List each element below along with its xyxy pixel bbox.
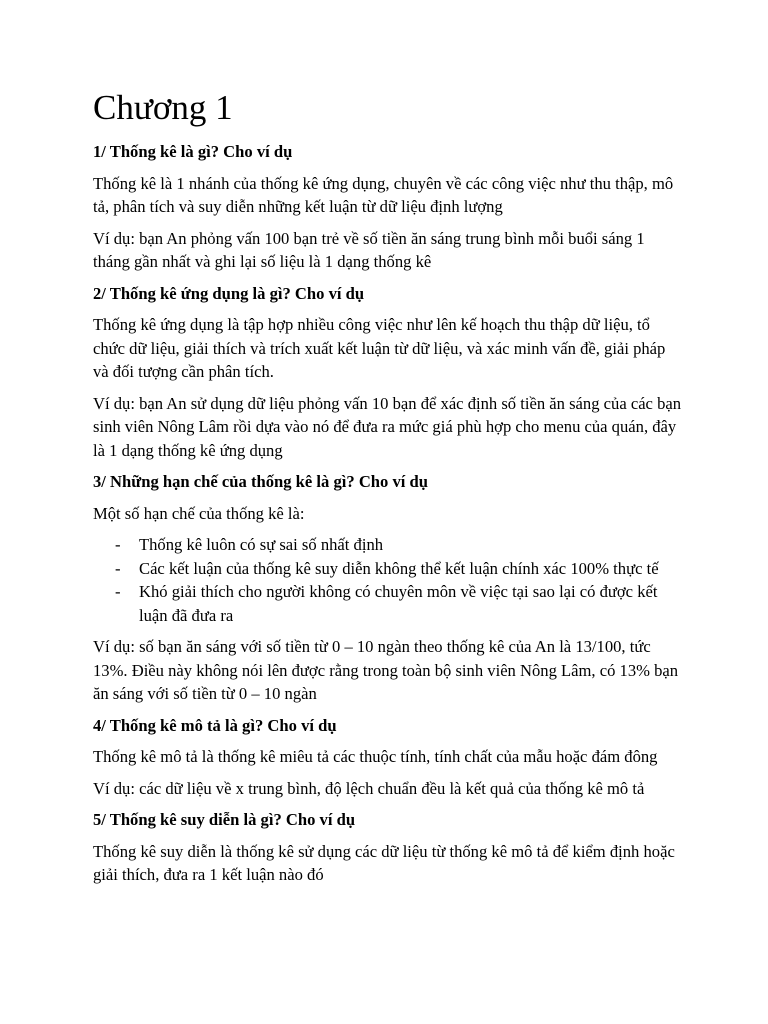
section-2-heading: 2/ Thống kê ứng dụng là gì? Cho ví dụ (93, 283, 365, 303)
section-2-paragraph-1: Thống kê ứng dụng là tập hợp nhiều công việc như lên kế hoạch thu thập dữ liệu, tổ chức dữ liệu, giải thích và trích xuất kết luận từ dữ liệu, và xác minh vấn đề, giải pháp và đối tượng cần phân tích. (93, 315, 666, 381)
list-item-text: Khó giải thích cho người không có chuyên môn về việc tại sao lại có được kết luận đã đưa ra (139, 582, 658, 625)
limitations-list (93, 533, 683, 627)
list-item-text: Các kết luận của thống kê suy diễn không thể kết luận chính xác 100% thực tế (139, 558, 659, 578)
section-1-paragraph-1: Thống kê là 1 nhánh của thống kê ứng dụng, chuyên về các công việc như thu thập, mô tả, phân tích và suy diễn những kết luận từ dữ liệu định lượng (93, 173, 674, 216)
section-1-paragraph-2: Ví dụ: bạn An phỏng vấn 100 bạn trẻ về số tiền ăn sáng trung bình mỗi buổi sáng 1 tháng gần nhất và ghi lại số liệu là 1 dạng thống kê (93, 228, 645, 271)
bullet-marker: - (115, 558, 121, 578)
section-4-paragraph-2: Ví dụ: các dữ liệu về x trung bình, độ lệch chuẩn đều là kết quả của thống kê mô tả (93, 778, 645, 798)
section-4-heading: 4/ Thống kê mô tả là gì? Cho ví dụ (93, 715, 337, 735)
section-3-heading: 3/ Những hạn chế của thống kê là gì? Cho ví dụ (93, 472, 428, 491)
section-1-heading: 1/ Thống kê là gì? Cho ví dụ (93, 142, 293, 161)
bullet-marker: - (115, 535, 121, 554)
section-5-heading: 5/ Thống kê suy diễn là gì? Cho ví dụ (93, 810, 356, 829)
chapter-title: Chương 1 (93, 88, 233, 127)
list-item (93, 533, 683, 557)
document-page (93, 86, 683, 895)
section-3-intro: Một số hạn chế của thống kê là: (93, 503, 305, 523)
list-item (93, 557, 683, 581)
section-5-paragraph-1: Thống kê suy diễn là thống kê sử dụng các dữ liệu từ thống kê mô tả để kiểm định hoặc giải thích, đưa ra 1 kết luận nào đó (93, 841, 675, 884)
section-4-paragraph-1: Thống kê mô tả là thống kê miêu tả các thuộc tính, tính chất của mẫu hoặc đám đông (93, 747, 658, 766)
section-2-paragraph-2: Ví dụ: bạn An sử dụng dữ liệu phỏng vấn 10 bạn để xác định số tiền ăn sáng của các bạn sinh viên Nông Lâm rồi dựa vào nó để đưa ra mức giá phù hợp cho menu của quán, đây là 1 dạng thống kê ứng dụng (93, 393, 682, 460)
section-3-example: Ví dụ: số bạn ăn sáng với số tiền từ 0 – 10 ngàn theo thống kê của An là 13/100, tức 13%. Điều này không nói lên được rằng trong toàn bộ sinh viên Nông Lâm, có 13% bạn ăn sáng với số tiền từ 0 – 10 ngàn (93, 637, 679, 703)
bullet-marker: - (115, 582, 121, 601)
list-item (93, 580, 683, 627)
list-item-text: Thống kê luôn có sự sai số nhất định (139, 535, 384, 554)
